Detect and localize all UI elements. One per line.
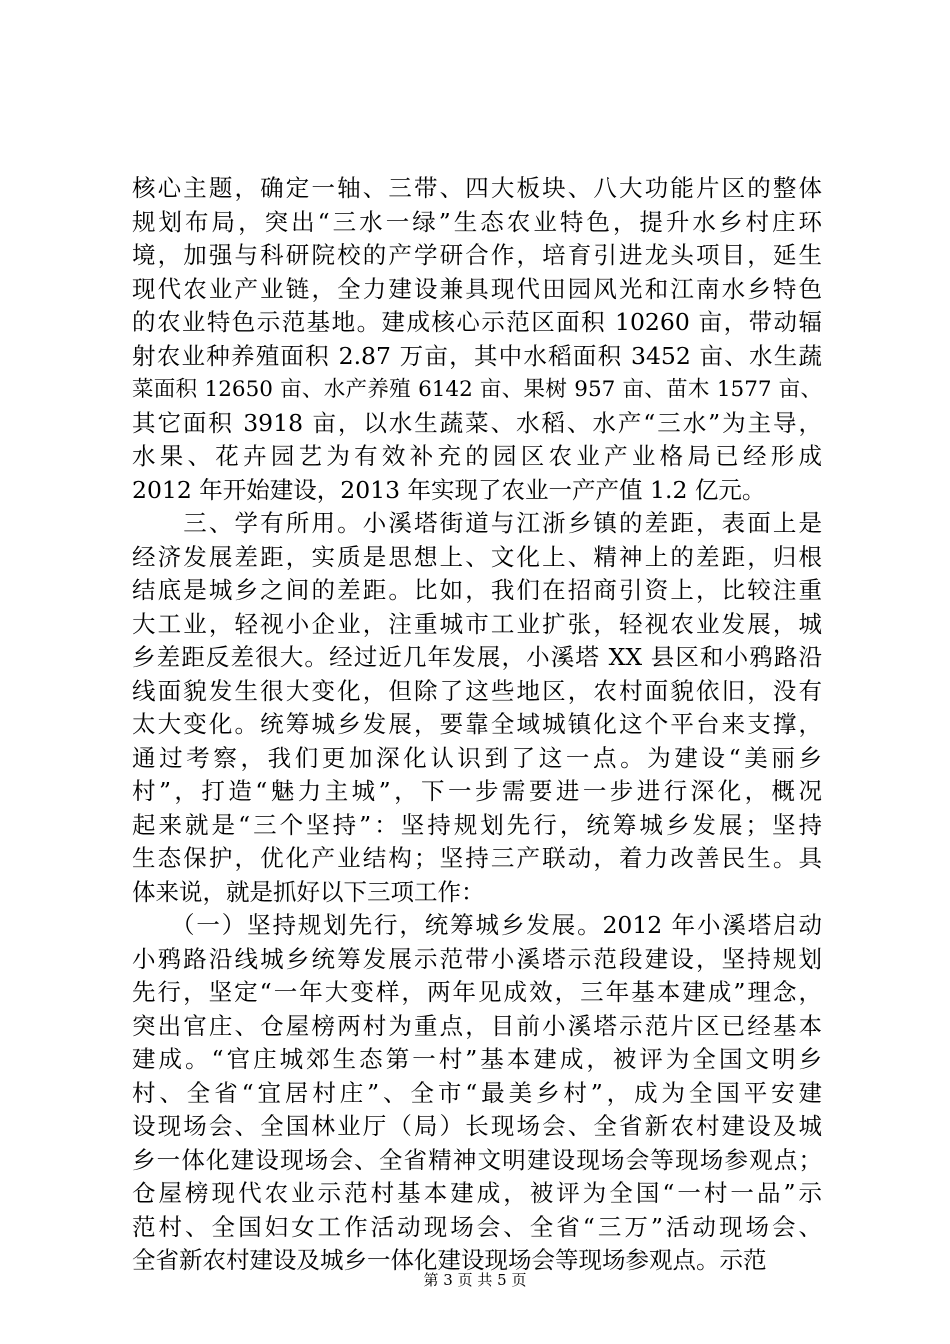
text-line: 突出官庄、仓屋榜两村为重点，目前小溪塔示范片区已经基本 — [132, 1011, 822, 1040]
text-line: 射农业种养殖面积 2.87 万亩，其中水稻面积 3452 亩、水生蔬 — [132, 341, 822, 370]
text-line: 村、全省“宜居村庄”、全市“最美乡村”，成为全国平安建 — [132, 1078, 822, 1107]
text-line: 大工业，轻视小企业，注重城市工业扩张，轻视农业发展，城 — [132, 609, 822, 638]
text-line: 境，加强与科研院校的产学研合作，培育引进龙头项目，延生 — [132, 241, 822, 269]
text-line: 建成。“官庄城郊生态第一村”基本建成，被评为全国文明乡 — [132, 1045, 822, 1073]
text-line: 先行，坚定“一年大变样，两年见成效，三年基本建成”理念， — [132, 978, 822, 1006]
text-line: 规划布局，突出“三水一绿”生态农业特色，提升水乡村庄环 — [132, 207, 822, 236]
text-line: 体来说，就是抓好以下三项工作： — [132, 877, 485, 906]
text-line: 其它面积 3918 亩，以水生蔬菜、水稻、水产“三水”为主导， — [132, 408, 822, 437]
text-line: 乡差距反差很大。经过近几年发展，小溪塔 XX 县区和小鸦路沿 — [132, 643, 822, 671]
text-line: 线面貌发生很大变化，但除了这些地区，农村面貌依旧，没有 — [132, 676, 822, 705]
page-footer: 第 3 页 共 5 页 — [423, 1271, 527, 1289]
text-line: 核心主题，确定一轴、三带、四大板块、八大功能片区的整体 — [132, 174, 822, 202]
text-line: 经济发展差距，实质是思想上、文化上、精神上的差距，归根 — [132, 542, 822, 571]
text-line: 现代农业产业链，全力建设兼具现代田园风光和江南水乡特色 — [132, 274, 822, 303]
text-line: 的农业特色示范基地。建成核心示范区面积 10260 亩，带动辐 — [132, 308, 822, 336]
text-line: 菜面积 12650 亩、水产养殖 6142 亩、果树 957 亩、苗木 1577 亩、 — [132, 377, 822, 402]
text-line: 乡一体化建设现场会、全省精神文明建设现场会等现场参观点； — [132, 1145, 822, 1174]
text-line: 生态保护，优化产业结构；坚持三产联动，着力改善民生。具 — [132, 844, 822, 872]
text-line: 水果、花卉园艺为有效补充的园区农业产业格局已经形成 — [132, 442, 822, 470]
text-line: 通过考察，我们更加深化认识到了这一点。为建设“美丽乡 — [132, 743, 822, 772]
text-line: 范村、全国妇女工作活动现场会、全省“三万”活动现场会、 — [132, 1212, 822, 1241]
text-line: （一）坚持规划先行，统筹城乡发展。2012 年小溪塔启动 — [132, 911, 822, 939]
body-text — [132, 172, 822, 1278]
text-line: 2012 年开始建设，2013 年实现了农业一产产值 1.2 亿元。 — [132, 475, 766, 504]
text-line: 结底是城乡之间的差距。比如，我们在招商引资上，比较注重 — [132, 576, 822, 604]
text-line: 设现场会、全国林业厅（局）长现场会、全省新农村建设及城 — [132, 1112, 822, 1140]
text-line: 三、学有所用。小溪塔街道与江浙乡镇的差距，表面上是 — [132, 509, 822, 537]
text-line: 仓屋榜现代农业示范村基本建成，被评为全国“一村一品”示 — [132, 1179, 822, 1207]
text-line: 小鸦路沿线城乡统筹发展示范带小溪塔示范段建设，坚持规划 — [132, 944, 822, 973]
text-line: 起来就是“三个坚持”：坚持规划先行，统筹城乡发展；坚持 — [132, 810, 822, 839]
text-line: 太大变化。统筹城乡发展，要靠全域城镇化这个平台来支撑， — [132, 710, 822, 738]
text-line: 全省新农村建设及城乡一体化建设现场会等现场参观点。示范 — [132, 1246, 767, 1274]
text-line: 村”，打造“魅力主城”，下一步需要进一步进行深化，概况 — [132, 777, 822, 805]
